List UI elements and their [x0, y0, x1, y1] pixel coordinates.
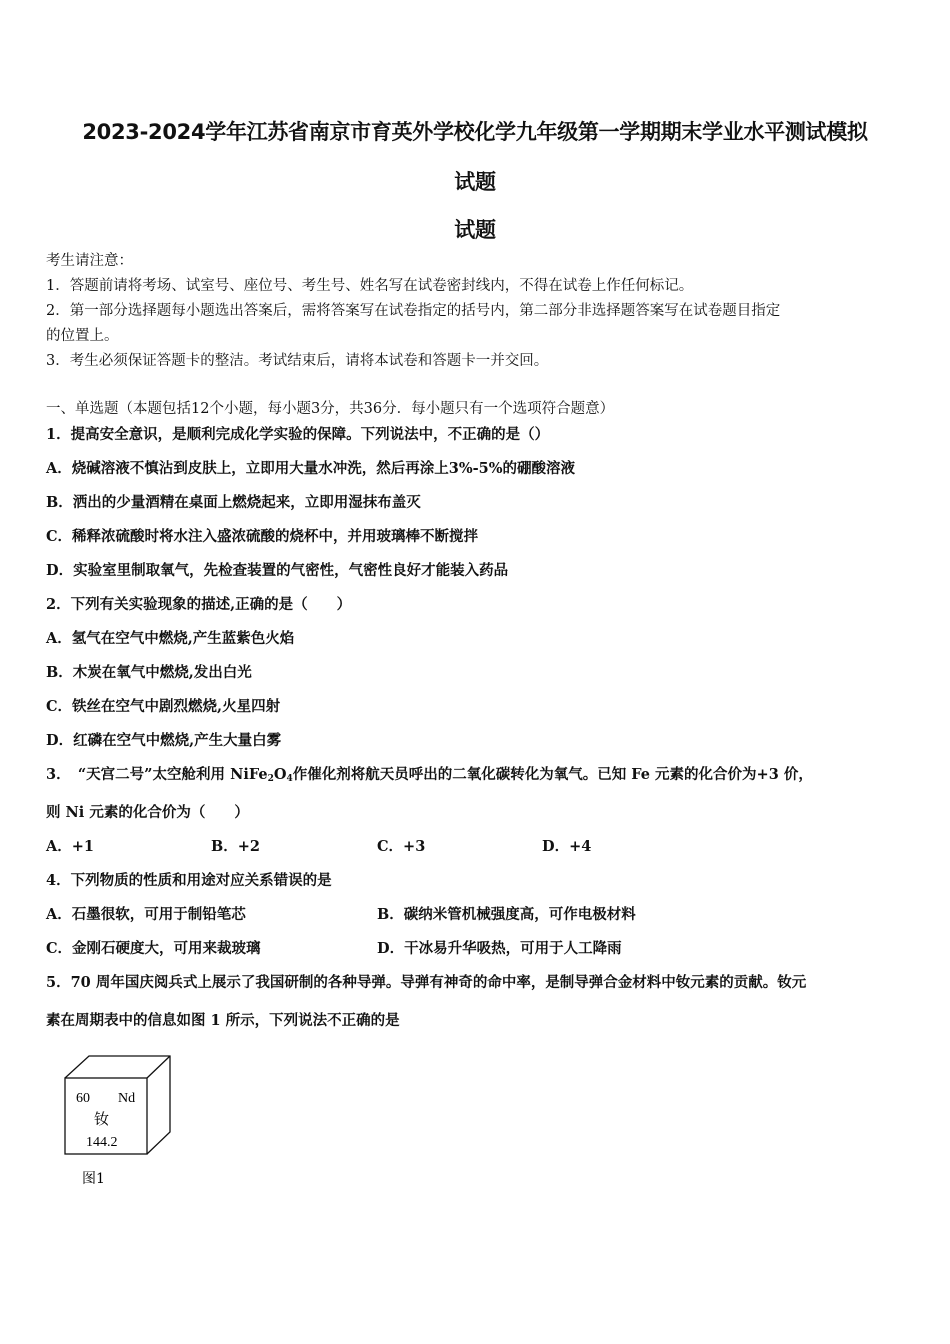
atomic-number: 60 [76, 1091, 90, 1106]
q3-stem-part2: O [273, 766, 287, 783]
q1-option-d: D．实验室里制取氧气，先检查装置的气密性，气密性良好才能装入药品 [46, 562, 509, 579]
section-heading: 一、单选题（本题包括12个小题，每小题3分，共36分．每小题只有一个选项符合题意） [46, 401, 615, 417]
q2-option-a: A．氢气在空气中燃烧,产生蓝紫色火焰 [46, 630, 295, 647]
q1-option-b: B．洒出的少量酒精在桌面上燃烧起来，立即用湿抹布盖灭 [46, 494, 421, 511]
notice-item-2-cont: 的位置上。 [46, 328, 119, 344]
exam-title-line3: 试题 [454, 218, 496, 242]
q4-option-d: D．干冰易升华吸热，可用于人工降雨 [377, 940, 622, 957]
atomic-mass: 144.2 [86, 1135, 118, 1150]
q5-stem-line2: 素在周期表中的信息如图 1 所示，下列说法不正确的是 [46, 1012, 400, 1029]
element-card-figure [60, 1052, 220, 1192]
element-name: 钕 [94, 1110, 110, 1128]
q2-option-c: C．铁丝在空气中剧烈燃烧,火星四射 [46, 698, 281, 715]
q5-stem-line1: 5．70 周年国庆阅兵式上展示了我国研制的各种导弹。导弹有神奇的命中率，是制导弹合金材料中钕元素的贡献。钕元 [46, 974, 807, 991]
q4-option-b: B．碳纳米管机械强度高，可作电极材料 [377, 906, 636, 923]
q1-option-a: A．烧碱溶液不慎沾到皮肤上，立即用大量水冲洗，然后再涂上3%-5%的硼酸溶液 [46, 460, 575, 477]
q3-option-c: C．+3 [377, 838, 426, 855]
q1-option-c: C．稀释浓硫酸时将水注入盛浓硫酸的烧杯中，并用玻璃棒不断搅拌 [46, 528, 479, 545]
q3-stem-line2: 则 Ni 元素的化合价为（ ） [46, 804, 249, 821]
notice-item-2: 2．第一部分选择题每小题选出答案后，需将答案写在试卷指定的括号内，第二部分非选择题答案写在试卷题目指定 [46, 303, 781, 319]
q3-stem-part3: 作催化剂将航天员呼出的二氧化碳转化为氧气。已知 Fe 元素的化合价为+3 价， [292, 766, 813, 783]
q1-stem: 1．提高安全意识，是顺利完成化学实验的保障。下列说法中，不正确的是（） [46, 426, 550, 443]
element-card-edge [147, 1056, 170, 1078]
q3-option-d: D．+4 [542, 838, 592, 855]
q2-stem: 2．下列有关实验现象的描述,正确的是（ ） [46, 596, 352, 613]
q3-stem-part1: 3． “天宫二号”太空舱利用 NiFe [46, 766, 268, 783]
q2-option-b: B．木炭在氧气中燃烧,发出白光 [46, 664, 252, 681]
element-symbol: Nd [118, 1091, 136, 1106]
q3-option-b: B．+2 [211, 838, 260, 855]
q2-option-d: D．红磷在空气中燃烧,产生大量白雾 [46, 732, 282, 749]
exam-title-line2: 试题 [454, 170, 496, 194]
q3-stem [46, 768, 813, 783]
q4-option-c: C．金刚石硬度大，可用来裁玻璃 [46, 940, 261, 957]
exam-title-line1: 2023-2024学年江苏省南京市育英外学校化学九年级第一学期期末学业水平测试模拟 [82, 120, 868, 144]
notice-heading: 考生请注意： [46, 253, 133, 269]
figure-caption: 图1 [82, 1171, 105, 1187]
notice-item-3: 3．考生必须保证答题卡的整洁。考试结束后，请将本试卷和答题卡一并交回。 [46, 353, 549, 369]
q3-sub-2: 4 [286, 774, 293, 784]
q4-option-a: A．石墨很软，可用于制铅笔芯 [46, 906, 246, 923]
notice-item-1: 1．答题前请将考场、试室号、座位号、考生号、姓名写在试卷密封线内，不得在试卷上作任何标记。 [46, 278, 694, 294]
q3-option-a: A．+1 [46, 838, 94, 855]
q3-sub-1: 2 [267, 774, 274, 784]
q4-stem: 4．下列物质的性质和用途对应关系错误的是 [46, 872, 332, 889]
